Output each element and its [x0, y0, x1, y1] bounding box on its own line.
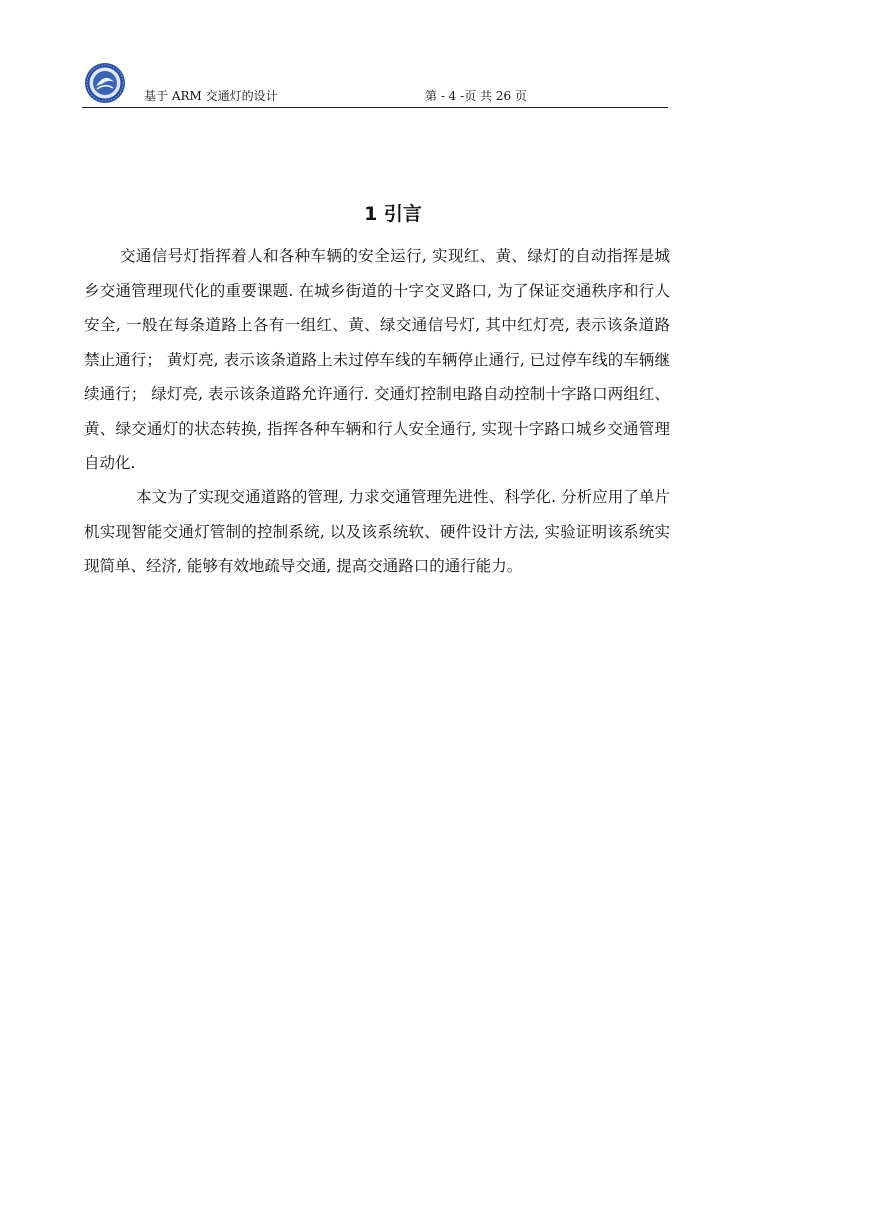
paragraph-1: 交通信号灯指挥着人和各种车辆的安全运行, 实现红、黄、绿灯的自动指挥是城乡交通管理现代化的重要课题. 在城乡街道的十字交叉路口, 为了保证交通秩序和行人安全, 一般在每条道路上各有一组红、黄、绿交通信号灯, 其中红灯亮, 表示该条道路禁止通行； 黄灯亮, 表示该条道路上未过停车线的车辆停止通行, 已过停车线的车辆继续通行； 绿灯亮, 表示该条道路允许通行. 交通灯控制电路自动控制十字路口两组红、黄、绿交通灯的状态转换, 指挥各种车辆和行人安全通行, 实现十字路口城乡交通管理自动化.	[84, 247, 670, 472]
page-header	[82, 60, 668, 108]
university-seal-icon	[84, 62, 126, 104]
paragraph-2: 本文为了实现交通道路的管理, 力求交通管理先进性、科学化. 分析应用了单片机实现智能交通灯管制的控制系统, 以及该系统软、硬件设计方法, 实验证明该系统实现简单、经济, 能够有效地疏导交通, 提高交通路口的通行能力。	[84, 488, 670, 575]
document-title: 基于 ARM 交通灯的设计	[144, 89, 278, 103]
page-indicator: 第 - 4 -页 共 26 页	[425, 89, 527, 103]
section-heading: 1 引言	[364, 203, 422, 225]
